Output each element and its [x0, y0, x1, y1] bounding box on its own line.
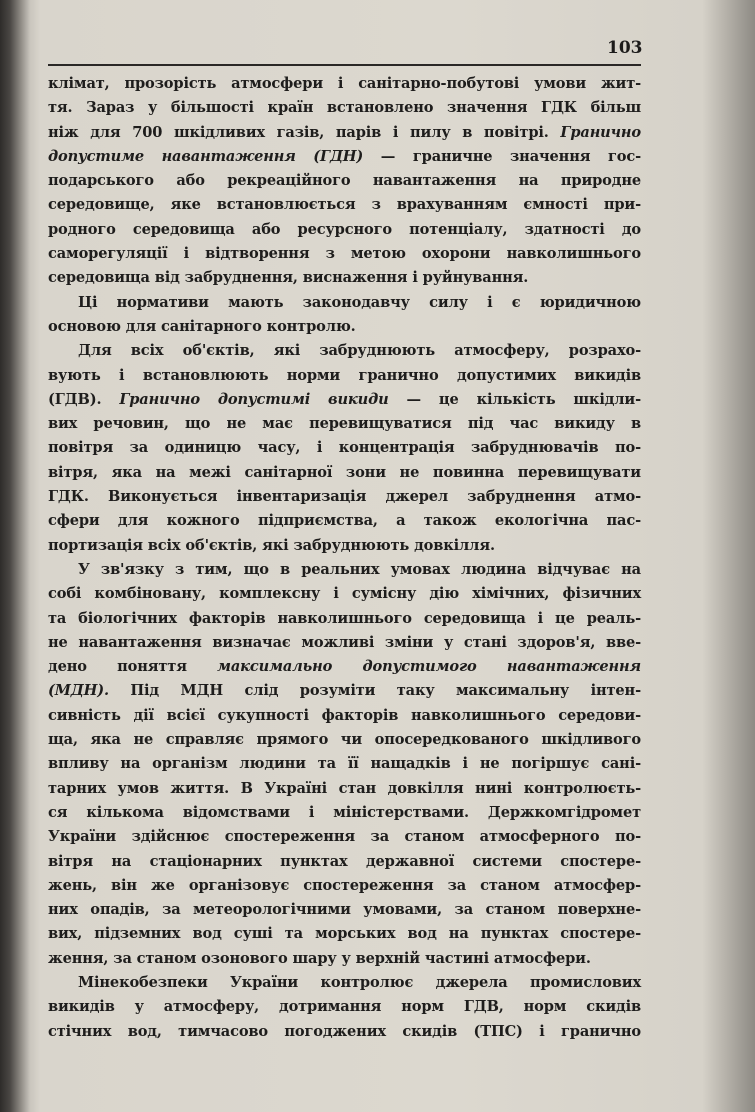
italic-term: Гранично: [560, 123, 641, 141]
text-run: саморегуляції і відтворення з метою охорони навколишнього: [48, 245, 641, 263]
text-run: вують і встановлюють норми гранично допустимих викидів: [48, 366, 641, 384]
text-run: стічних вод, тимчасово погоджених скидів (ТПС) і гранично: [48, 1022, 641, 1040]
text-run: подарського або рекреаційного навантаження на природне: [48, 172, 641, 190]
text-run: та біологічних факторів навколишнього середовища і це реаль-: [48, 609, 641, 627]
text-run: України здійснює спостереження за станом атмосферного по-: [48, 828, 641, 846]
text-run: клімат, прозорість атмосфери і санітарно-побутові умови жит-: [48, 75, 641, 92]
text-run: повітря за одиницю часу, і концентрація забруднювачів по-: [48, 439, 641, 457]
text-line: [48, 72, 641, 96]
text-run: вітря на стаціонарних пунктах державної системи спостере-: [48, 852, 641, 870]
text-run: дено поняття: [48, 658, 218, 676]
text-run: портизація всіх об'єктів, які забруднюють довкілля.: [48, 536, 495, 554]
text-line: [48, 169, 641, 193]
text-run: — це кількість шкідли-: [388, 390, 642, 408]
text-line: [48, 655, 641, 679]
text-line: [48, 315, 641, 339]
text-line: [48, 436, 641, 460]
text-line: [48, 558, 641, 582]
paragraph: [48, 72, 641, 291]
text-line: [48, 291, 641, 315]
text-line: [48, 461, 641, 485]
text-line: [48, 218, 641, 242]
text-run: ження, за станом озонового шару у верхній частині атмосфери.: [48, 949, 591, 967]
text-run: сфери для кожного підприємства, а також екологічна пас-: [48, 512, 641, 530]
text-line: [48, 679, 641, 703]
text-line: [48, 145, 641, 169]
text-line: [48, 850, 641, 874]
text-line: [48, 582, 641, 606]
text-line: [48, 995, 641, 1019]
text-line: [48, 509, 641, 533]
text-line: [48, 971, 641, 995]
text-run: вих речовин, що не має перевищуватися під час викиду в: [48, 415, 641, 433]
text-run: У зв'язку з тим, що в реальних умовах людина відчуває на: [78, 560, 641, 578]
text-run: ща, яка не справляє прямого чи опосередкованого шкідливого: [48, 731, 641, 749]
text-run: ніж для 700 шкідливих газів, парів і пилу в повітрі.: [48, 123, 561, 141]
text-line: [48, 947, 641, 971]
text-run: Для всіх об'єктів, які забруднюють атмосферу, розрахо-: [78, 342, 641, 360]
text-run: тарних умов життя. В Україні стан довкілля нині контролюєть-: [48, 779, 641, 797]
text-line: [48, 898, 641, 922]
body-text: [48, 72, 641, 1044]
text-line: [48, 534, 641, 558]
text-line: [48, 874, 641, 898]
italic-term: Гранично допустимі викиди: [119, 390, 389, 408]
text-line: [48, 1020, 641, 1044]
text-run: основою для санітарного контролю.: [48, 317, 356, 335]
text-run: ся кількома відомствами і міністерствами. Держкомгідромет: [48, 803, 641, 821]
text-run: ГДК. Виконується інвентаризація джерел забруднення атмо-: [48, 488, 641, 506]
text-run: тя. Зараз у більшості країн встановлено значення ГДК більш: [48, 99, 641, 117]
text-line: [48, 801, 641, 825]
header-rule: [48, 64, 641, 66]
text-line: [48, 607, 641, 631]
paragraph: [48, 558, 641, 971]
text-line: [48, 412, 641, 436]
text-line: [48, 242, 641, 266]
text-run: сивність дії всієї сукупності факторів навколишнього середови-: [48, 706, 641, 724]
paragraph: [48, 971, 641, 1044]
text-line: [48, 364, 641, 388]
text-run: них опадів, за метеорологічними умовами, за станом поверхне-: [48, 901, 641, 919]
paragraph: [48, 291, 641, 340]
italic-term: (МДН).: [48, 682, 109, 700]
text-line: [48, 96, 641, 120]
text-line: [48, 339, 641, 363]
text-run: не навантаження визначає можливі зміни у стані здоров'я, вве-: [48, 633, 641, 651]
text-run: середовище, яке встановлюється з врахуванням ємності при-: [48, 196, 641, 214]
text-run: жень, він же організовує спостереження за станом атмосфер-: [48, 876, 641, 894]
italic-term: допустиме навантаження (ГДН): [48, 147, 364, 165]
text-line: [48, 704, 641, 728]
text-run: середовища від забруднення, виснаження і руйнування.: [48, 269, 529, 287]
text-run: Під МДН слід розуміти таку максимальну інтен-: [108, 682, 641, 700]
paragraph: [48, 339, 641, 558]
text-run: вих, підземних вод суші та морських вод на пунктах спостере-: [48, 925, 641, 943]
page-number: 103: [607, 38, 643, 58]
text-run: — граничне значення гос-: [363, 147, 641, 165]
text-line: [48, 825, 641, 849]
text-line: [48, 121, 641, 145]
text-line: [48, 631, 641, 655]
text-run: Ці нормативи мають законодавчу силу і є юридичною: [78, 293, 641, 311]
text-line: [48, 193, 641, 217]
text-run: собі комбіновану, комплексну і сумісну дію хімічних, фізичних: [48, 585, 641, 603]
text-line: [48, 728, 641, 752]
text-line: [48, 266, 641, 290]
italic-term: максимально допустимого навантаження: [217, 658, 642, 676]
text-run: Мінекобезпеки України контролює джерела промислових: [78, 973, 641, 991]
text-run: родного середовища або ресурсного потенціалу, здатності до: [48, 220, 641, 238]
text-run: (ГДВ).: [48, 390, 120, 408]
text-line: [48, 485, 641, 509]
text-run: викидів у атмосферу, дотримання норм ГДВ, норм скидів: [48, 998, 641, 1016]
text-run: вітря, яка на межі санітарної зони не повинна перевищувати: [48, 463, 641, 481]
text-run: впливу на організм людини та її нащадків і не погіршує сані-: [48, 755, 641, 773]
text-line: [48, 388, 641, 412]
text-line: [48, 922, 641, 946]
text-line: [48, 777, 641, 801]
text-line: [48, 752, 641, 776]
